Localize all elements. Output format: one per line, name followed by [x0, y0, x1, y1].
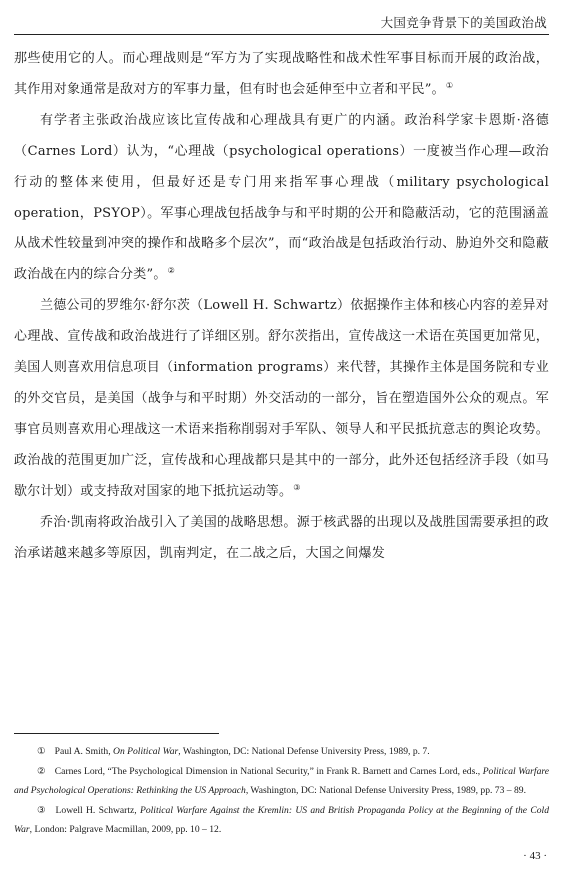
footnote-text: , London: Palgrave Macmillan, 2009, pp. 10 – 12.	[29, 824, 222, 836]
running-header	[14, 6, 549, 35]
footnote	[14, 801, 549, 840]
paragraph	[14, 291, 549, 507]
footnote-text: Paul A. Smith,	[54, 746, 114, 757]
footnote-mark: ②	[37, 765, 46, 777]
running-title: 大国竞争背景下的美国政治战	[380, 15, 547, 30]
paragraph	[14, 508, 549, 570]
footnote-text: Lowell H. Schwartz,	[55, 804, 140, 816]
footnote-text: , Washington, DC: National Defense University Press, 1989, p. 7.	[178, 746, 430, 757]
paragraph-text: 那些使用它的人。而心理战则是“军方为了实现战略性和战术性军事目标而开展的政治战，其作用对象通常是敌对方的军事力量，但有时也会延伸至中立者和平民”。	[14, 51, 549, 97]
paragraph-text: 兰德公司的罗维尔·舒尔茨（Lowell H. Schwartz）依据操作主体和核心内容的差异对心理战、宣传战和政治战进行了详细区别。舒尔茨指出，宣传战这一术语在英国更加常见，美国人则喜欢用信息项目（information programs）来代替，其操作主体是国务院和专业的外交官员，是美国（战争与和平时期）外交活动的一部分，旨在塑造国外公众的观点。军事官员则喜欢用心理战这一术语来指称削弱对手军队、领导人和平民抵抗意志的舆论攻势。政治战的范围更加广泛，宣传战和心理战都只是其中的一部分，此外还包括经济手段（如马歇尔计划）或支持敌对国家的地下抵抗运动等。	[14, 298, 549, 499]
footnote	[14, 762, 549, 801]
paragraph	[14, 44, 549, 106]
footnote-divider	[14, 733, 219, 734]
footnote	[14, 742, 549, 762]
page-number: · 43 ·	[523, 850, 547, 862]
footnote-mark: ①	[37, 746, 46, 757]
footnotes	[14, 742, 549, 840]
footnote-ref[interactable]: ②	[167, 266, 176, 276]
body-text	[14, 44, 549, 569]
paragraph	[14, 106, 549, 291]
footnote-title: Political Warfare Against the Kremlin: US and British Propaganda Policy at the Beginning of the Cold War	[14, 804, 549, 836]
footnote-ref[interactable]: ①	[445, 80, 454, 90]
paragraph-text: 乔治·凯南将政治战引入了美国的战略思想。源于核武器的出现以及战胜国需要承担的政治承诺越来越多等原因，凯南判定，在二战之后，大国之间爆发	[14, 514, 549, 561]
footnote-title: Political Warfare and Psychological Operations: Rethinking the US Approach	[14, 765, 550, 797]
footnote-text: , Washington, DC: National Defense University Press, 1989, pp. 73 – 89.	[245, 785, 526, 797]
footnote-text: Carnes Lord, “The Psychological Dimension in National Security,” in Frank R. Barnett and Carnes Lord, eds.,	[54, 765, 483, 777]
footnote-mark: ③	[37, 804, 47, 816]
footnote-ref[interactable]: ③	[293, 482, 301, 492]
footnote-title: On Political War	[113, 746, 179, 757]
paragraph-text: 有学者主张政治战应该比宣传战和心理战具有更广的内涵。政治科学家卡恩斯·洛德（Carnes Lord）认为，“心理战（psychological operations）一度被当作心理—政治行动的整体来使用，但最好还是专门用来指军事心理战（military psychological operation，PSYOP）。军事心理战包括战争与和平时期的公开和隐蔽活动，它的范围涵盖从战术性较量到冲突的操作和战略多个层次”，而“政治战是包括政治行动、胁迫外交和隐蔽政治战在内的综合分类”。	[14, 112, 549, 283]
